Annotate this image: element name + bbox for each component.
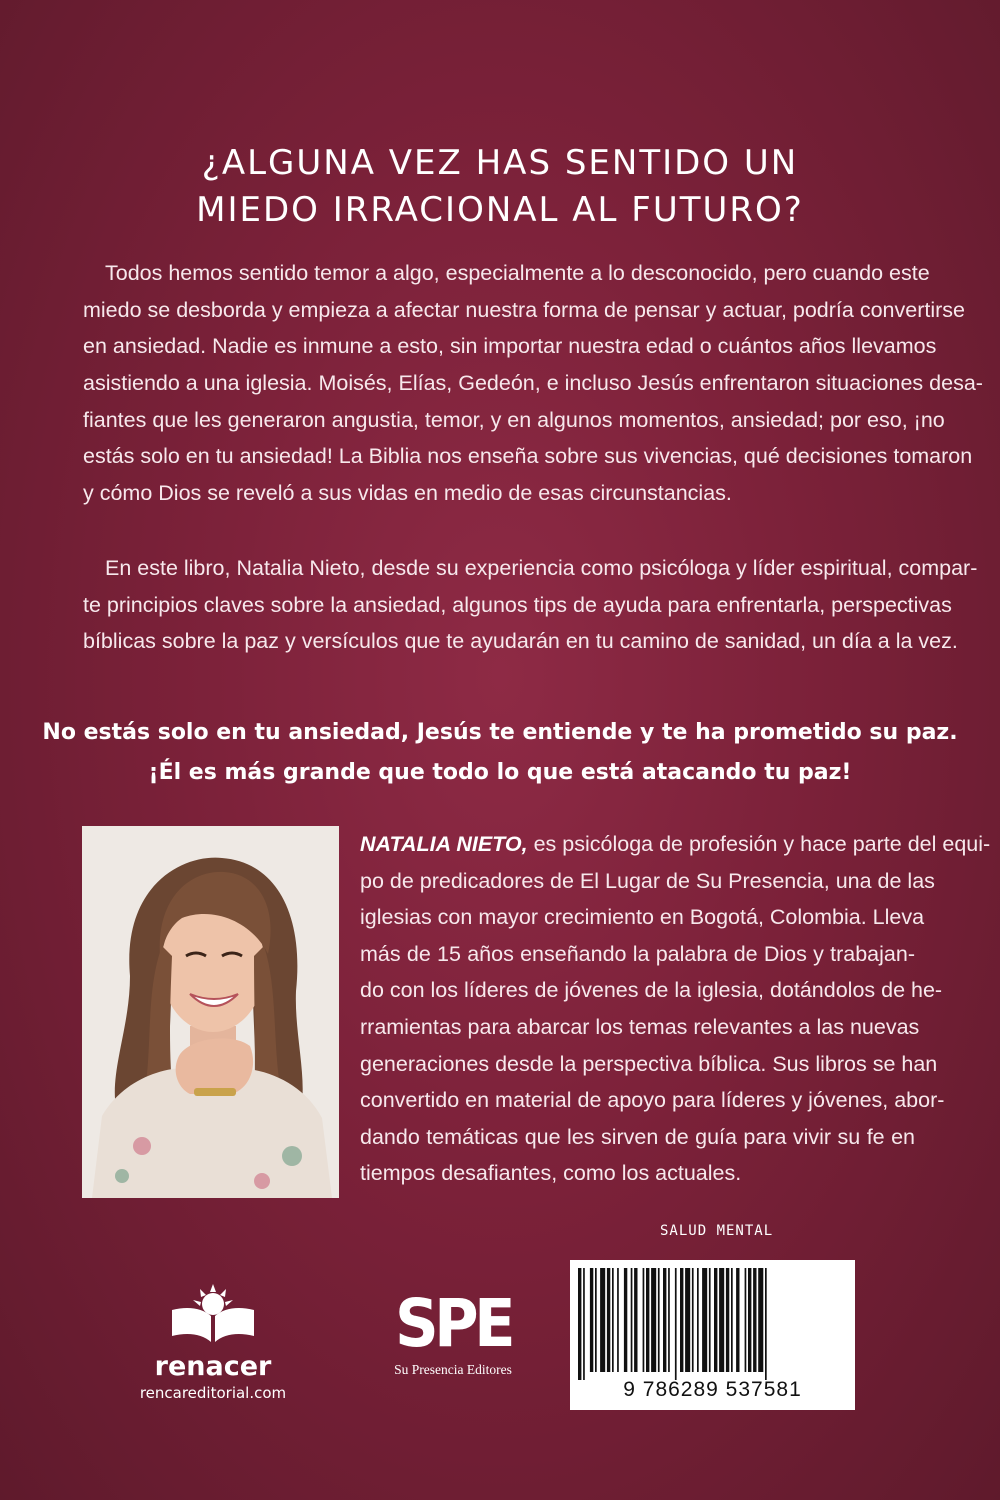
isbn-number: 9 786289 537581 [623,1378,802,1401]
barcode-bar [709,1268,711,1372]
author-photo [82,826,339,1198]
isbn-barcode [570,1260,855,1410]
text-line: fiantes que les generaron angustia, temor, y en algunos momentos, ansiedad; por eso, ¡no [83,407,945,432]
spe-logo [378,1285,528,1378]
pull-quote [0,713,1000,793]
barcode-bar [612,1268,614,1372]
text-line: Todos hemos sentido temor a algo, especialmente a lo desconocido, pero cuando este [105,261,930,285]
barcode-bar [634,1268,637,1372]
heading-line-1: ¿ALGUNA VEZ HAS SENTIDO UN [201,143,799,183]
renacer-logo [128,1282,298,1402]
barcode-bar [765,1268,767,1380]
category-label: SALUD MENTAL [660,1223,774,1239]
text-line: do con los líderes de jóvenes de la iglesia, dotándolos de he- [360,978,943,1003]
pull-quote-line-1: No estás solo en tu ansiedad, Jesús te entiende y te ha prometido su paz. [42,720,958,745]
text-line: miedo se desborda y empieza a afectar nuestra forma de pensar y actuar, podría convertirse [83,297,965,322]
barcode-bar [753,1268,756,1372]
barcode-bar [658,1268,660,1372]
text-line: y cómo Dios se reveló a sus vidas en medio de esas circunstancias. [83,481,732,506]
text-line: asistiendo a una iglesia. Moisés, Elías, Gedeón, e incluso Jesús enfrentaron situaciones desa- [83,371,983,396]
text-line: dando temáticas que les sirven de guía para vivir su fe en [360,1124,915,1149]
barcode-bar [758,1268,763,1372]
text-line: más de 15 años enseñando la palabra de Dios y trabajan- [360,941,915,966]
author-portrait-illustration [82,826,339,1198]
open-book-sun-icon [168,1282,258,1344]
barcode-bar [731,1268,733,1372]
text-line: tiempos desafiantes, como los actuales. [360,1161,742,1186]
barcode-bar [745,1268,747,1372]
text-line: po de predicadores de El Lugar de Su Presencia, una de las [360,868,935,893]
text-line: convertido en material de apoyo para líderes y jóvenes, abor- [360,1088,945,1113]
barcode-bar [668,1268,670,1372]
text-line: rramientas para abarcar los temas relevantes a las nuevas [360,1014,920,1039]
text-line: estás solo en tu ansiedad! La Biblia nos enseña sobre sus vivencias, qué decisiones tomaron [83,444,973,469]
back-cover-heading [0,140,1000,234]
barcode-bar [595,1268,597,1372]
barcode-bar [702,1268,707,1372]
barcode-bar [631,1268,633,1372]
author-bio [360,826,991,1192]
barcode-bar [646,1268,649,1372]
synopsis-paragraph-2 [83,550,978,660]
bio-first-line: es psicóloga de profesión y hace parte del equi- [527,832,991,856]
barcode-bar [624,1268,627,1372]
barcode-bar [714,1268,717,1372]
text-line [360,826,991,863]
text-line: te principios claves sobre la ansiedad, algunos tips de ayuda para enfrentarla, perspectivas [83,592,952,617]
text-line: bíblicas sobre la paz y versículos que te ayudarán en tu camino de sanidad, un día a la vez. [83,629,958,654]
barcode-bar [697,1268,699,1372]
barcode-bar [736,1268,739,1372]
text-line: En este libro, Natalia Nieto, desde su experiencia como psicóloga y líder espiritual, compar- [105,556,978,580]
barcode-bar [600,1268,605,1372]
pull-quote-line-2: ¡Él es más grande que todo lo que está atacando tu paz! [148,760,852,785]
barcode-bar [663,1268,666,1372]
text-line: en ansiedad. Nadie es inmune a esto, sin importar nuestra edad o cuántos años llevamos [83,334,937,359]
barcode-bar [692,1268,694,1372]
renacer-website: rencareditorial.com [139,1384,287,1402]
author-name: NATALIA NIETO, [360,832,528,856]
barcode-bar [748,1268,751,1372]
barcode-bar [726,1268,729,1372]
heading-line-2: MIEDO IRRACIONAL AL FUTURO? [196,190,804,230]
text-line: iglesias con mayor crecimiento en Bogotá, Colombia. Lleva [360,905,925,930]
barcode-bar [607,1268,610,1372]
barcode-bar [685,1268,690,1372]
synopsis-paragraph-1 [83,255,983,512]
barcode-bar [578,1268,581,1380]
renacer-brand: renacer [154,1351,272,1382]
barcode-bar [680,1268,683,1372]
barcode-bar [590,1268,593,1372]
barcode-bar [583,1268,585,1380]
barcode-bar [643,1268,645,1372]
barcode-bar [675,1268,677,1380]
spe-mark: SPE [395,1285,511,1362]
spe-subtitle: Su Presencia Editores [394,1362,512,1377]
barcode-bar [651,1268,656,1372]
barcode-bar [617,1268,619,1372]
text-line: generaciones desde la perspectiva bíblica. Sus libros se han [360,1051,938,1076]
barcode-bar [719,1268,724,1372]
